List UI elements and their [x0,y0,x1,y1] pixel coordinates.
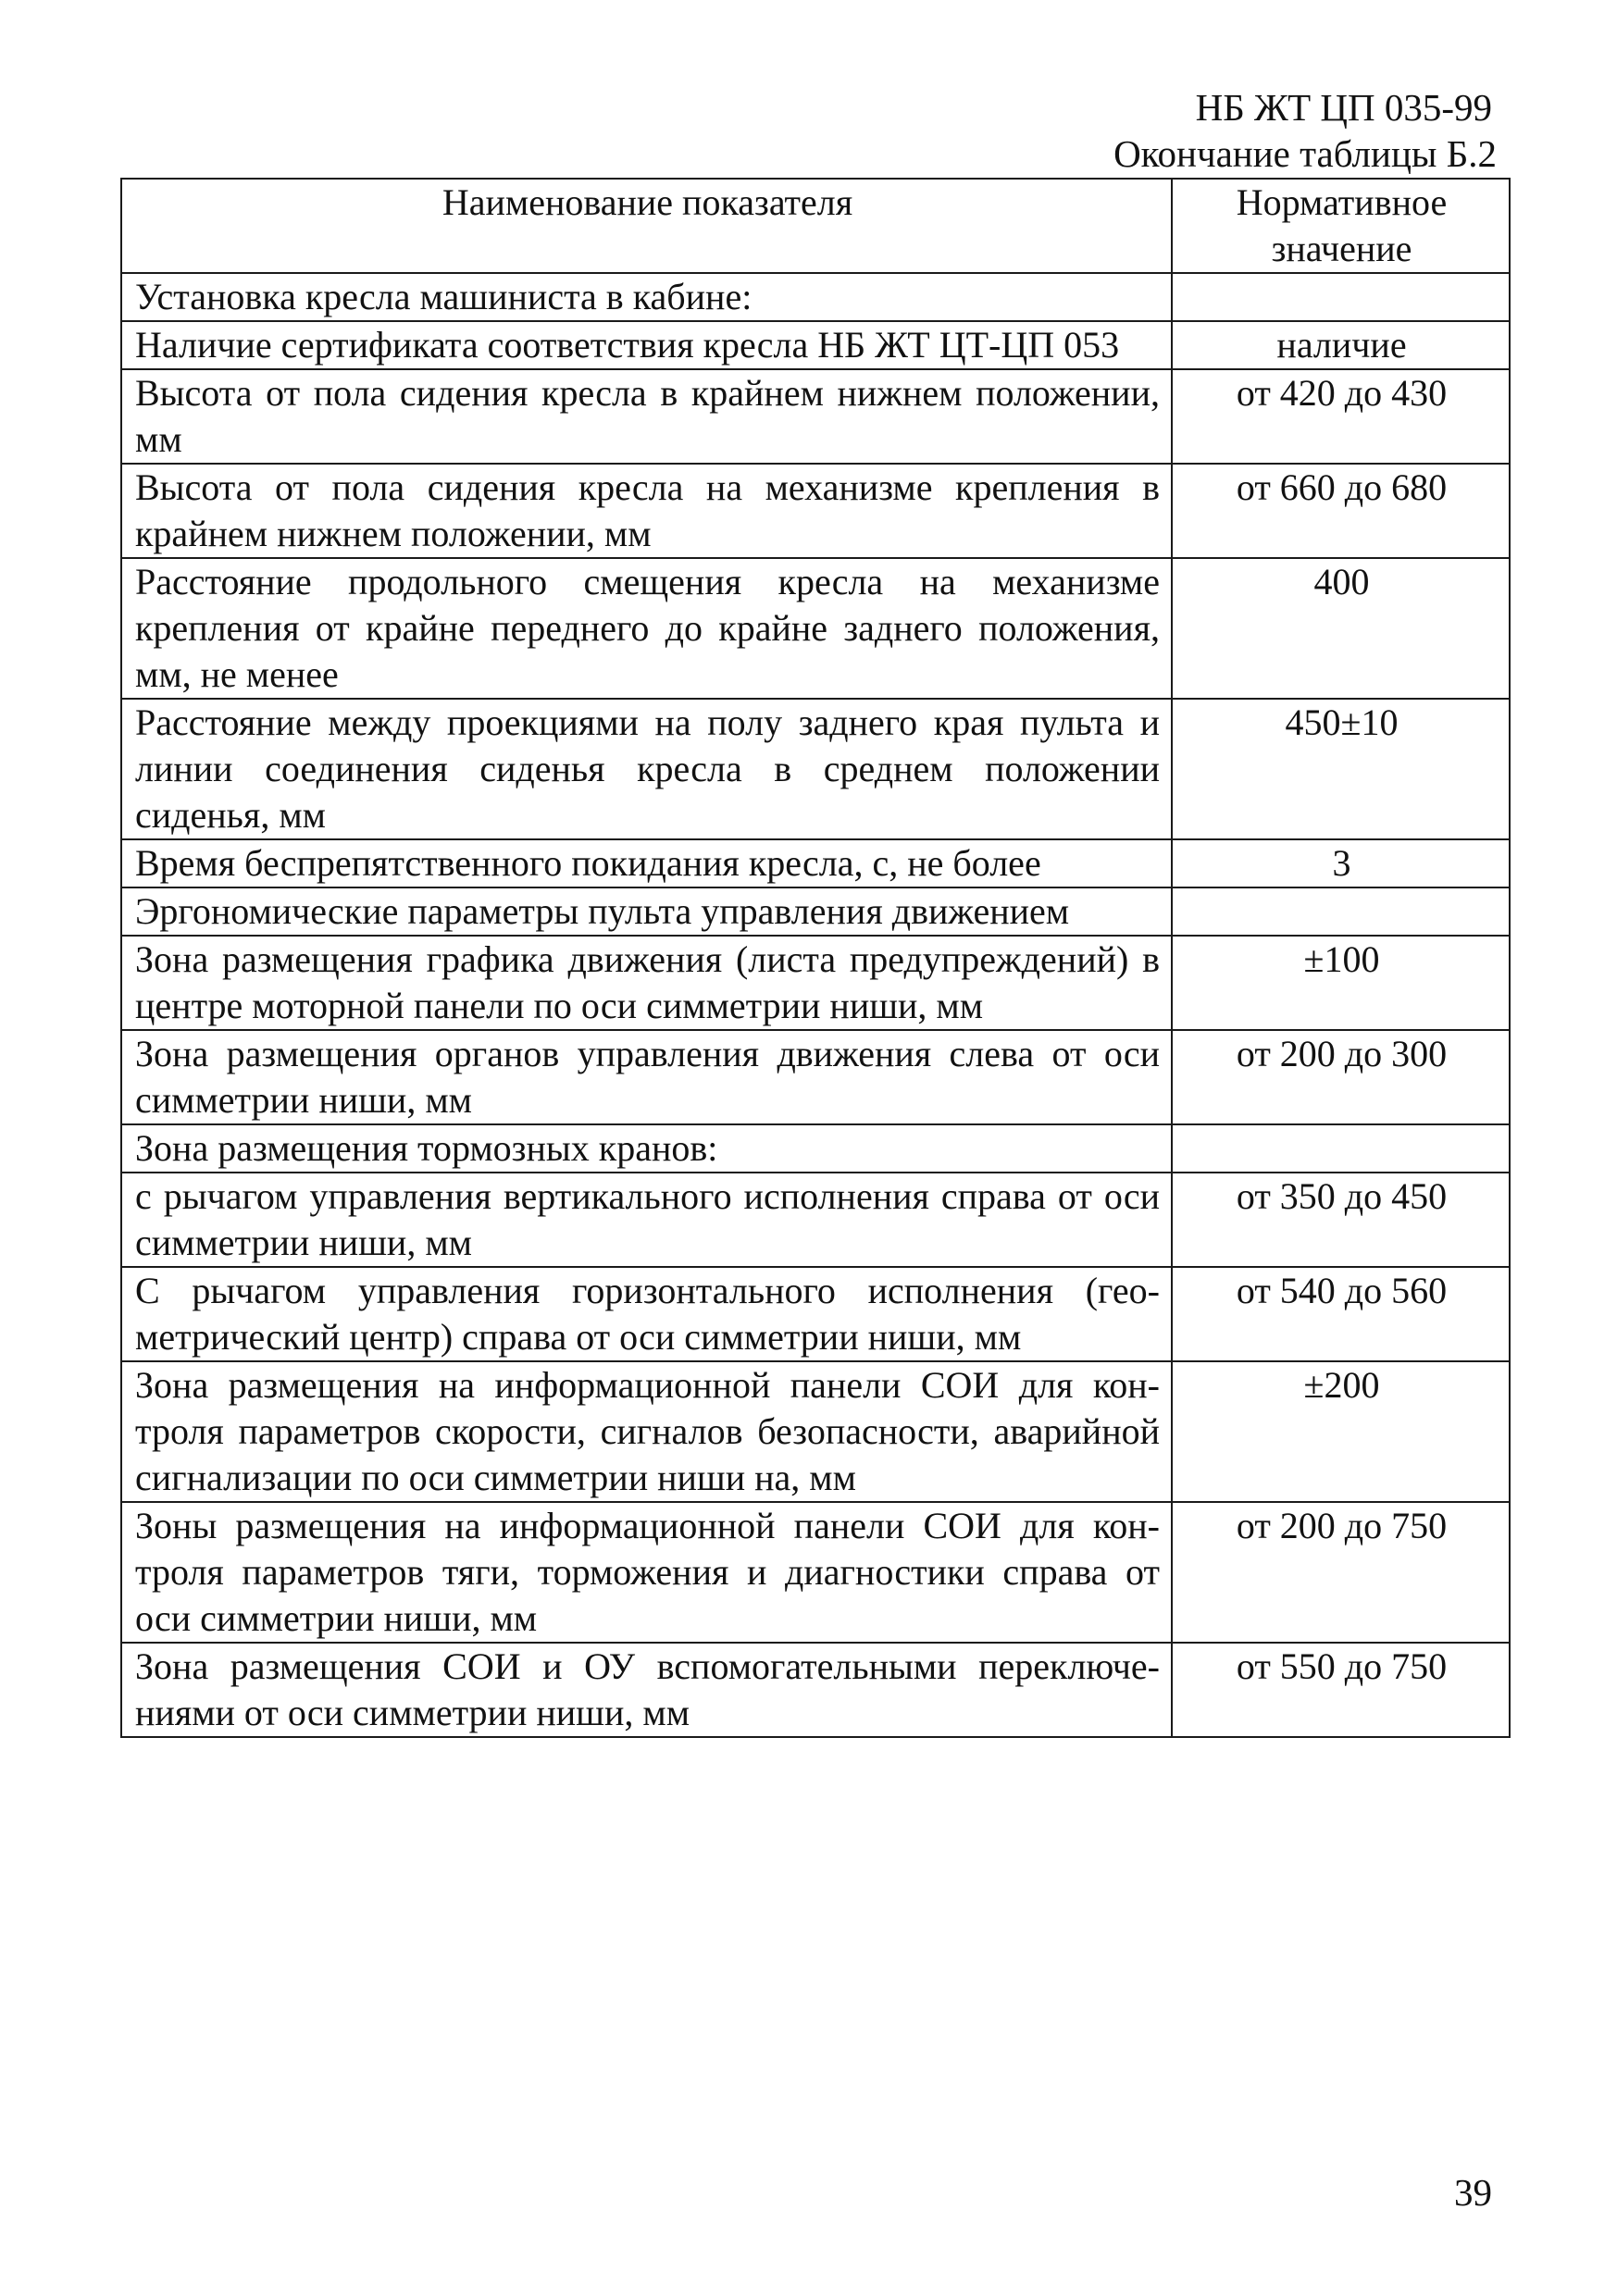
row-normative-value: 400 [1172,558,1510,699]
row-indicator-name: Зона размещения графика движения (листа предупреждений) в центре моторной панели по оси симметрии ниши, мм [121,936,1172,1030]
table-row [121,1173,1510,1267]
row-indicator-name: С рычагом управления горизонтального исполнения (геометрический центр) справа от оси симметрии ниши, мм [121,1267,1172,1361]
row-normative-value: от 200 до 300 [1172,1030,1510,1124]
row-normative-value: от 660 до 680 [1172,464,1510,558]
row-normative-value [1172,887,1510,936]
document-code: НБ ЖТ ЦП 035-99 [1195,86,1492,129]
row-normative-value [1172,1124,1510,1173]
table-row [121,699,1510,839]
row-indicator-name: с рычагом управления вертикального исполнения справа от оси симметрии ниши, мм [121,1173,1172,1267]
row-normative-value: от 200 до 750 [1172,1502,1510,1643]
table-row [121,839,1510,887]
row-indicator-name: Наличие сертификата соответствия кресла НБ ЖТ ЦТ-ЦП 053 [121,321,1172,369]
column-header-indicator: Наименование показателя [121,179,1172,273]
row-normative-value: от 540 до 560 [1172,1267,1510,1361]
table-row [121,1502,1510,1643]
page-number: 39 [1454,2171,1492,2214]
row-indicator-name: Зона размещения тормозных кранов: [121,1124,1172,1173]
row-indicator-name: Зоны размещения на информационной панели СОИ для контроля параметров тяги, торможения и диагностики справа от оси симметрии ниши, мм [121,1502,1172,1643]
row-normative-value: наличие [1172,321,1510,369]
row-indicator-name: Зона размещения СОИ и ОУ вспомогательными переключениями от оси симметрии ниши, мм [121,1643,1172,1737]
row-indicator-name: Расстояние продольного смещения кресла на механизме крепления от крайне переднего до крайне заднего положения, мм, не менее [121,558,1172,699]
row-indicator-name: Эргономические параметры пульта управления движением [121,887,1172,936]
table-row [121,1030,1510,1124]
table-row [121,369,1510,464]
table-row [121,1361,1510,1502]
table-row [121,1643,1510,1737]
table-row [121,1124,1510,1173]
table-row [121,464,1510,558]
row-normative-value: от 350 до 450 [1172,1173,1510,1267]
table-row [121,273,1510,321]
row-normative-value: 450±10 [1172,699,1510,839]
row-indicator-name: Зона размещения на информационной панели СОИ для контроля параметров скорости, сигналов безопасности, аварийной сигнализации по оси симметрии ниши на, мм [121,1361,1172,1502]
row-normative-value: 3 [1172,839,1510,887]
row-indicator-name: Расстояние между проекциями на полу заднего края пульта и линии соединения сиденья кресла в среднем положении сиденья, мм [121,699,1172,839]
row-indicator-name: Высота от пола сидения кресла в крайнем нижнем положении, мм [121,369,1172,464]
row-indicator-name: Зона размещения органов управления движения слева от оси симметрии ниши, мм [121,1030,1172,1124]
row-indicator-name: Высота от пола сидения кресла на механизме крепления в крайнем нижнем положении, мм [121,464,1172,558]
table-header-row [121,179,1510,273]
row-indicator-name: Время беспрепятственного покидания кресла, с, не более [121,839,1172,887]
table-row [121,887,1510,936]
row-normative-value: от 550 до 750 [1172,1643,1510,1737]
row-indicator-name: Установка кресла машиниста в кабине: [121,273,1172,321]
table-row [121,936,1510,1030]
column-header-normative-value: Нормативное значение [1172,179,1510,273]
row-normative-value [1172,273,1510,321]
specification-table [120,178,1511,1738]
table-row [121,321,1510,369]
table-caption: Окончание таблицы Б.2 [1113,132,1497,175]
table-row [121,1267,1510,1361]
row-normative-value: ±100 [1172,936,1510,1030]
row-normative-value: от 420 до 430 [1172,369,1510,464]
table-row [121,558,1510,699]
row-normative-value: ±200 [1172,1361,1510,1502]
